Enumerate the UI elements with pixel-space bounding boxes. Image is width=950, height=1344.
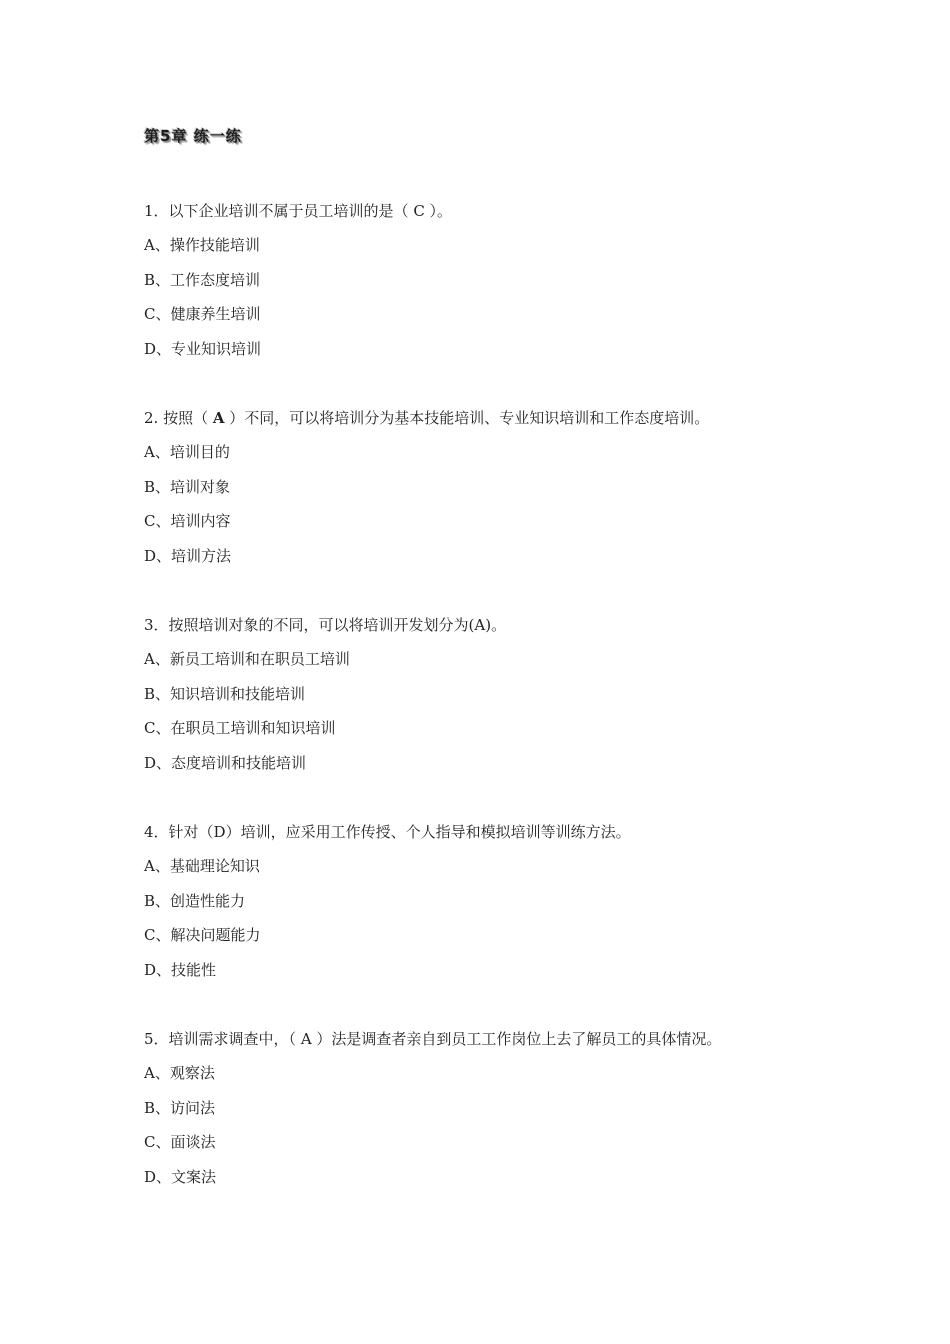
chapter-title: 第5章 练一练 [144,127,242,145]
option-a: A、观察法 [144,1064,215,1082]
option-a: A、操作技能培训 [144,236,260,254]
question-stem: 1．以下企业培训不属于员工培训的是（ C ）。 [144,202,453,220]
option-c: C、在职员工培训和知识培训 [144,719,336,737]
question-stem: 3．按照培训对象的不同，可以将培训开发划分为(A)。 [144,616,507,634]
option-b: B、培训对象 [144,477,231,496]
question-1 [144,194,824,366]
question-5 [144,1022,824,1194]
option-d: D、培训方法 [144,546,232,565]
option-b: B、创造性能力 [144,891,246,910]
option-a: A、培训目的 [144,443,230,461]
option-c: C、健康养生培训 [144,305,261,323]
option-a: A、新员工培训和在职员工培训 [144,650,350,668]
stem-suffix: ）不同，可以将培训分为基本技能培训、专业知识培训和工作态度培训。 [224,409,710,427]
question-4 [144,815,824,987]
question-stem: 4．针对（D）培训，应采用工作传授、个人指导和模拟培训等训练方法。 [144,823,631,841]
option-b: B、访问法 [144,1098,216,1117]
option-c: C、面谈法 [144,1133,216,1151]
option-d: D、专业知识培训 [144,339,262,358]
option-d: D、态度培训和技能培训 [144,753,307,772]
question-stem: 5．培训需求调查中，（ A ）法是调查者亲自到员工工作岗位上去了解员工的具体情况。 [144,1030,722,1048]
stem-answer: A [212,409,225,427]
stem-prefix: 2. 按照（ [144,409,213,427]
option-d: D、文案法 [144,1167,217,1186]
document-page [144,124,824,1194]
option-b: B、知识培训和技能培训 [144,684,306,703]
option-d: D、技能性 [144,960,217,979]
question-stem [144,401,824,435]
option-b: B、工作态度培训 [144,270,261,289]
option-c: C、解决问题能力 [144,926,261,944]
option-c: C、培训内容 [144,512,231,530]
question-2 [144,401,824,573]
question-3 [144,608,824,780]
option-a: A、基础理论知识 [144,857,260,875]
